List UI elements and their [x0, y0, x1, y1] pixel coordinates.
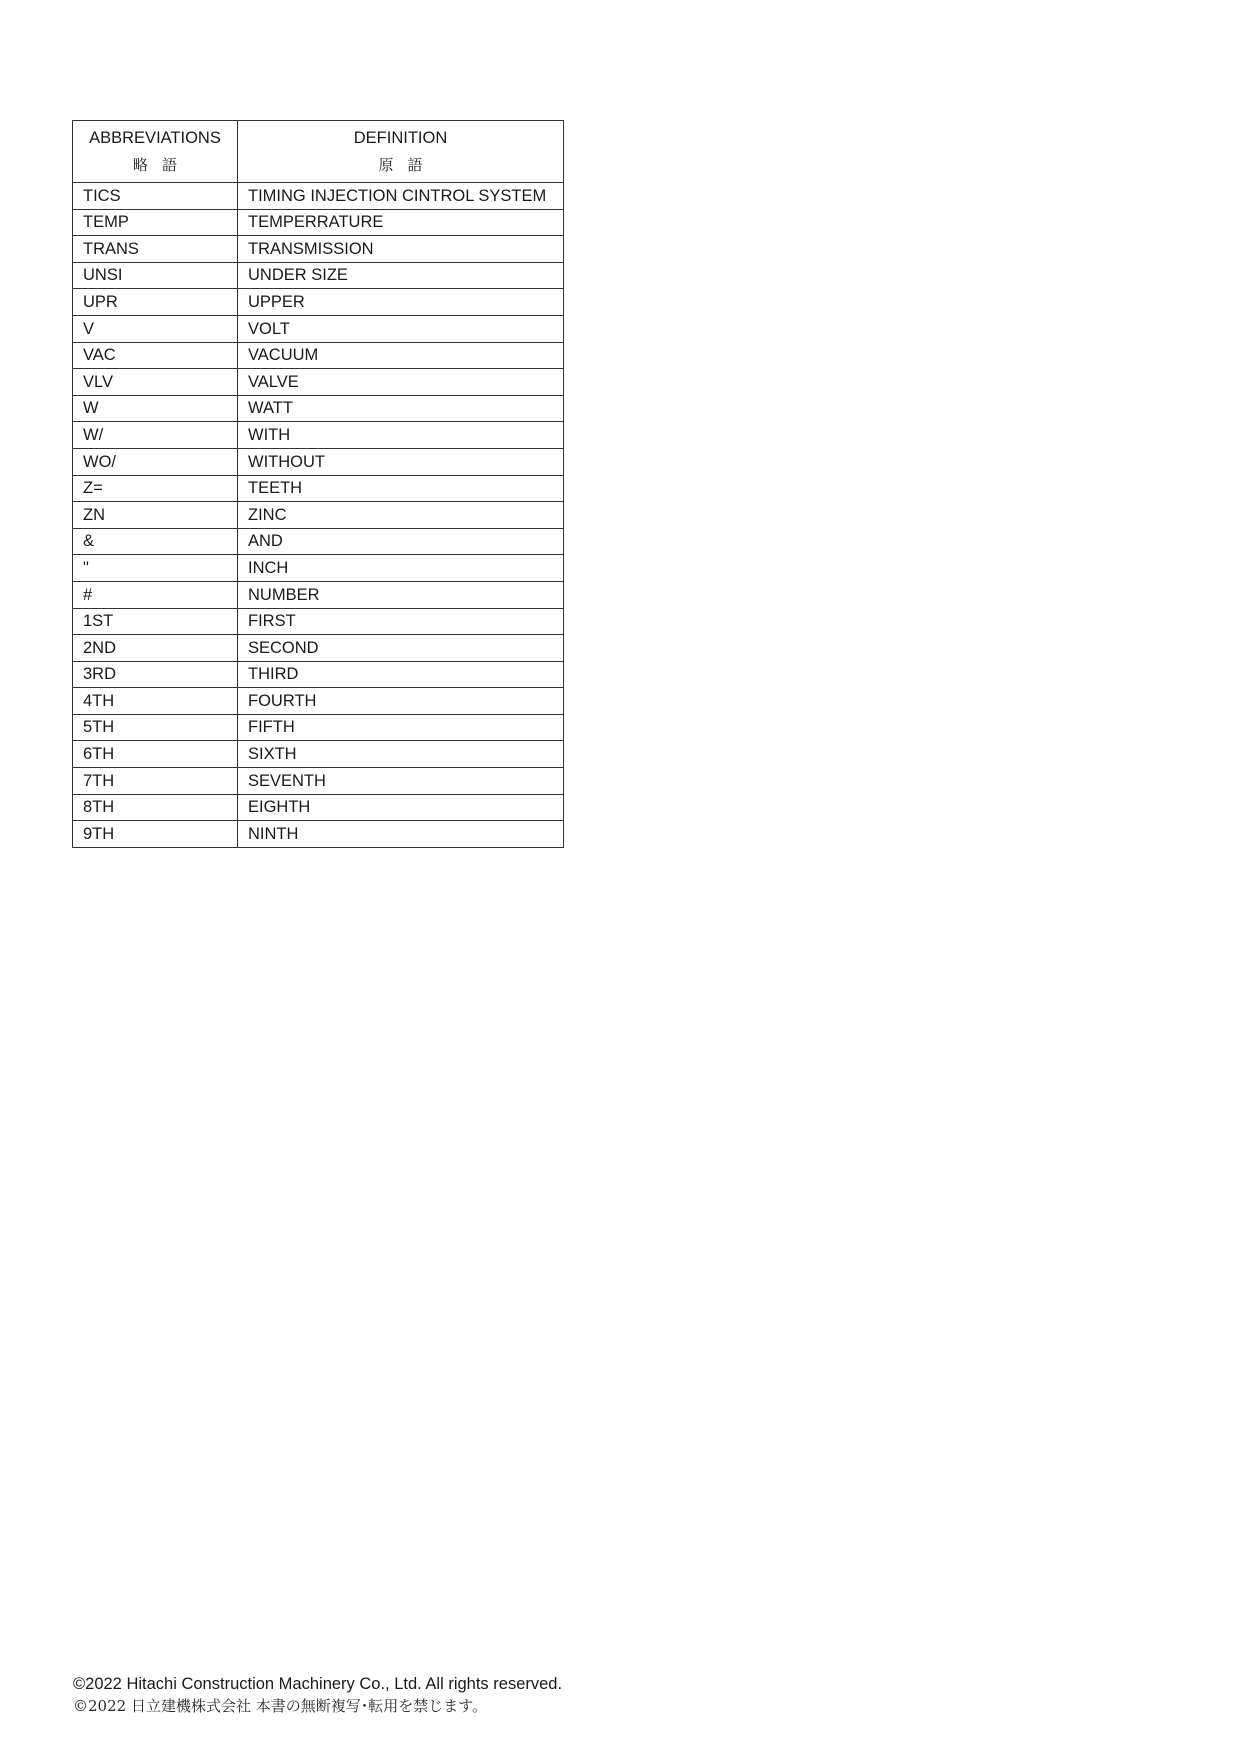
- table-row: [73, 342, 564, 369]
- table-row: [73, 289, 564, 316]
- abbreviation-cell: WO/: [73, 448, 238, 475]
- abbreviation-cell: VAC: [73, 342, 238, 369]
- copyright-en: ©2022 Hitachi Construction Machinery Co., Ltd. All rights reserved.: [73, 1675, 563, 1693]
- abbreviation-cell: W: [73, 395, 238, 422]
- table-body: [73, 183, 564, 848]
- abbreviation-cell: 1ST: [73, 608, 238, 635]
- definition-cell: VOLT: [238, 315, 564, 342]
- abbreviations-table: [72, 120, 564, 848]
- table-row: [73, 422, 564, 449]
- table-row: [73, 555, 564, 582]
- table-row: [73, 183, 564, 210]
- table-row: [73, 581, 564, 608]
- table-row: [73, 608, 564, 635]
- definition-cell: WITH: [238, 422, 564, 449]
- table-row: [73, 236, 564, 263]
- definition-cell: TEETH: [238, 475, 564, 502]
- definition-cell: UNDER SIZE: [238, 262, 564, 289]
- definition-cell: WITHOUT: [238, 448, 564, 475]
- table-row: [73, 369, 564, 396]
- abbreviation-cell: 9TH: [73, 821, 238, 848]
- definition-cell: TEMPERRATURE: [238, 209, 564, 236]
- table-header-row: [73, 121, 564, 183]
- abbreviation-cell: 3RD: [73, 661, 238, 688]
- abbreviation-cell: 5TH: [73, 714, 238, 741]
- definition-cell: NUMBER: [238, 581, 564, 608]
- definition-header-en: DEFINITION: [353, 129, 448, 147]
- definition-cell: UPPER: [238, 289, 564, 316]
- definition-cell: THIRD: [238, 661, 564, 688]
- abbreviation-cell: &: [73, 528, 238, 555]
- copyright-jp: ©2022 日立建機株式会社 本書の無断複写･転用を禁じます。: [73, 1697, 488, 1715]
- definition-cell: ZINC: [238, 502, 564, 529]
- abbreviation-cell: 2ND: [73, 635, 238, 662]
- abbreviation-cell: V: [73, 315, 238, 342]
- table-row: [73, 661, 564, 688]
- table-row: [73, 209, 564, 236]
- table-row: [73, 475, 564, 502]
- definition-cell: SIXTH: [238, 741, 564, 768]
- definition-cell: FIRST: [238, 608, 564, 635]
- table-row: [73, 315, 564, 342]
- abbreviation-cell: TRANS: [73, 236, 238, 263]
- definition-cell: SECOND: [238, 635, 564, 662]
- definition-cell: TRANSMISSION: [238, 236, 564, 263]
- definition-cell: AND: [238, 528, 564, 555]
- definition-header-jp: 原語: [378, 156, 437, 174]
- abbreviation-cell: TEMP: [73, 209, 238, 236]
- abbreviation-cell: UPR: [73, 289, 238, 316]
- table-row: [73, 262, 564, 289]
- definition-header: [238, 121, 564, 183]
- abbreviation-cell: VLV: [73, 369, 238, 396]
- definition-cell: NINTH: [238, 821, 564, 848]
- abbreviation-cell: W/: [73, 422, 238, 449]
- table-row: [73, 395, 564, 422]
- abbreviation-cell: 4TH: [73, 688, 238, 715]
- table-row: [73, 688, 564, 715]
- abbreviations-header-jp: 略語: [132, 156, 191, 174]
- table-row: [73, 502, 564, 529]
- definition-cell: SEVENTH: [238, 768, 564, 795]
- abbreviation-cell: UNSI: [73, 262, 238, 289]
- table-row: [73, 528, 564, 555]
- abbreviation-cell: #: [73, 581, 238, 608]
- definition-cell: TIMING INJECTION CINTROL SYSTEM: [238, 183, 564, 210]
- definition-cell: WATT: [238, 395, 564, 422]
- footer: [73, 1674, 562, 1716]
- abbreviation-cell: 8TH: [73, 794, 238, 821]
- definition-cell: EIGHTH: [238, 794, 564, 821]
- abbreviation-cell: Z=: [73, 475, 238, 502]
- abbreviation-cell: ZN: [73, 502, 238, 529]
- definition-cell: FIFTH: [238, 714, 564, 741]
- table-row: [73, 768, 564, 795]
- abbreviation-cell: ": [73, 555, 238, 582]
- definition-cell: VALVE: [238, 369, 564, 396]
- table-row: [73, 741, 564, 768]
- table-row: [73, 448, 564, 475]
- abbreviations-header: [73, 121, 238, 183]
- definition-cell: VACUUM: [238, 342, 564, 369]
- table-row: [73, 821, 564, 848]
- table-row: [73, 794, 564, 821]
- table-row: [73, 714, 564, 741]
- definition-cell: INCH: [238, 555, 564, 582]
- abbreviation-cell: 7TH: [73, 768, 238, 795]
- abbreviations-header-en: ABBREVIATIONS: [89, 129, 221, 147]
- abbreviation-cell: 6TH: [73, 741, 238, 768]
- abbreviation-cell: TICS: [73, 183, 238, 210]
- definition-cell: FOURTH: [238, 688, 564, 715]
- table-row: [73, 635, 564, 662]
